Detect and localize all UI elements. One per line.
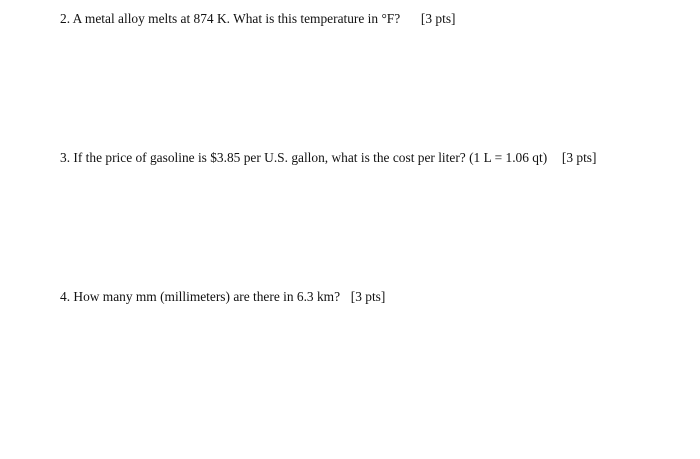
question-points: [3 pts] (420, 11, 456, 26)
answer-space-3 (60, 169, 660, 284)
answer-space-2 (60, 30, 660, 145)
question-text: How many mm (millimeters) are there in 6.3 km? (73, 289, 341, 304)
question-points: [3 pts] (561, 150, 597, 165)
question-4 (60, 289, 385, 305)
question-text: A metal alloy melts at 874 K. What is this temperature in °F? (72, 11, 401, 26)
question-number: 4. (60, 289, 71, 304)
question-3 (60, 150, 596, 166)
question-text: If the price of gasoline is $3.85 per U.S. gallon, what is the cost per liter? (1 L = 1.06 qt) (73, 150, 548, 165)
answer-space-4 (60, 308, 660, 448)
question-number: 3. (60, 150, 71, 165)
question-number: 2. (60, 11, 71, 26)
question-2 (60, 11, 456, 27)
question-points: [3 pts] (350, 289, 386, 304)
